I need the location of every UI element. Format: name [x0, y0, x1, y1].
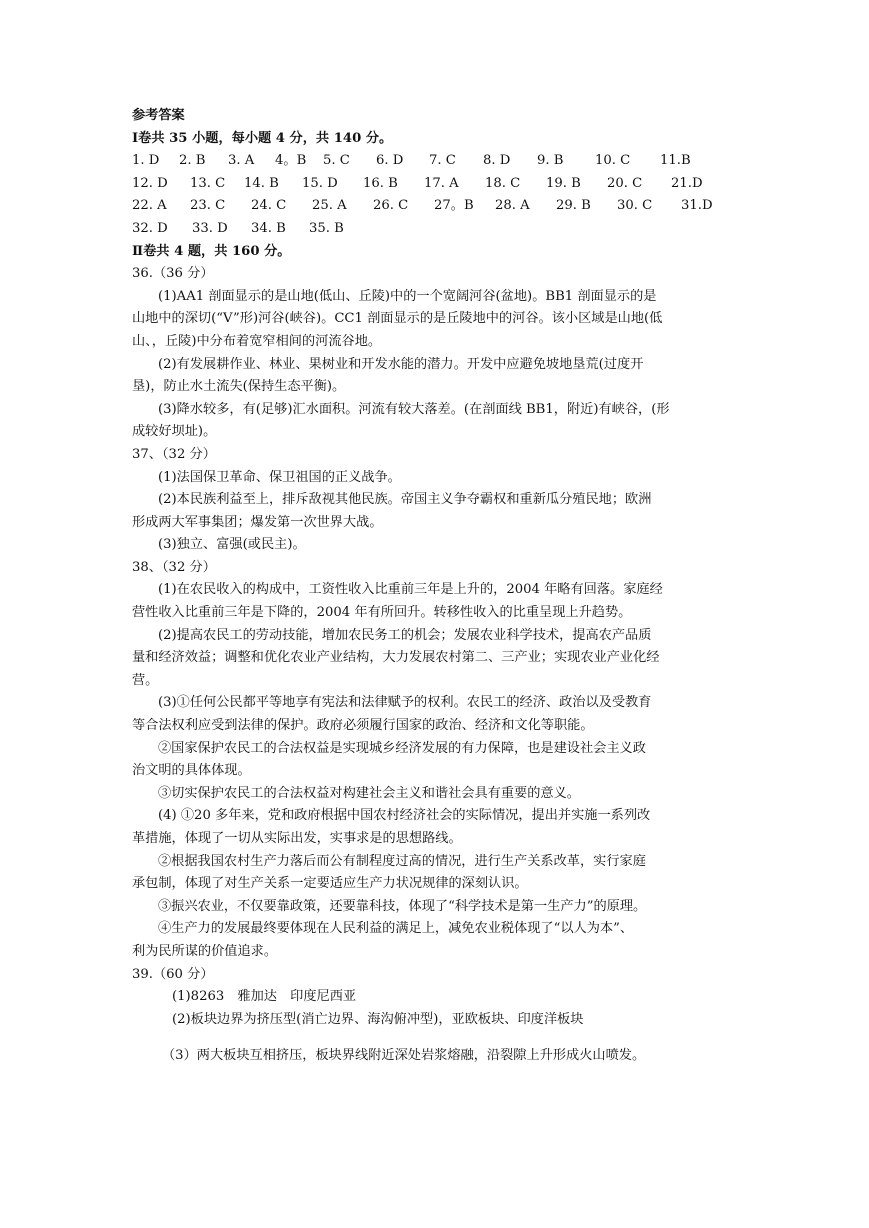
answer-cell: 8. D [483, 153, 511, 169]
question-37 [132, 444, 747, 557]
answer-line: 山地中的深切(“V”形)河谷(峡谷)。CC1 剖面显示的是丘陵地中的河谷。该小区域是山地(低 [132, 311, 663, 327]
answer-line: 营。 [132, 672, 159, 688]
answer-cell: 4。B [275, 153, 307, 169]
answer-cell: 35. B [309, 220, 344, 236]
answer-cell: 24. C [251, 198, 287, 214]
answer-cell: 32. D [132, 220, 168, 236]
answer-cell: 27。B [434, 198, 474, 214]
answer-line: 成较好坝址)。 [132, 424, 217, 440]
answer-line: 量和经济效益；调整和优化农业产业结构，大力发展农村第二、三产业；实现农业产业化经 [132, 650, 660, 666]
answer-row [132, 150, 747, 173]
answer-cell: 22. A [132, 198, 167, 214]
answer-cell: 11.B [660, 153, 691, 169]
question-heading: 38、（32 分） [132, 559, 216, 575]
question-heading: 39.（60 分） [132, 966, 214, 982]
answer-line: 革措施，体现了一切从实际出发，实事求是的思想路线。 [132, 831, 462, 846]
answer-line: (2)板块边界为挤压型(消亡边界、海沟俯冲型)，亚欧板块、印度洋板块 [172, 1011, 584, 1027]
answer-row [132, 195, 747, 218]
answer-cell: 12. D [132, 175, 168, 191]
answer-line: (1)法国保卫革命、保卫祖国的正义战争。 [158, 469, 401, 485]
answer-line: (2)本民族利益至上，排斥敌视其他民族。帝国主义争夺霸权和重新瓜分殖民地；欧洲 [158, 492, 652, 508]
answer-cell: 16. B [363, 175, 398, 191]
answer-line: 形成两大军事集团；爆发第一次世界大战。 [132, 514, 383, 530]
answer-line: 承包制，体现了对生产关系一定要适应生产力状况规律的深刻认识。 [132, 876, 528, 892]
answer-line: 山、，丘陵)中分布着宽窄相间的河流谷地。 [132, 333, 382, 349]
answer-cell: 21.D [671, 175, 703, 191]
answer-cell: 26. C [373, 198, 409, 214]
answer-cell: 5. C [323, 153, 350, 169]
answer-cell: 17. A [424, 175, 459, 191]
answer-cell: 29. B [556, 198, 591, 214]
part1-header: Ⅰ卷共 35 小题，每小题 4 分，共 140 分。 [132, 130, 393, 146]
answer-cell: 6. D [376, 153, 404, 169]
answer-cell: 30. C [617, 198, 653, 214]
answer-line: 垦)，防止水土流失(保持生态平衡)。 [132, 379, 346, 395]
answer-line: (4) ①20 多年来，党和政府根据中国农村经济社会的实际情况，提出并实施一系列改 [158, 808, 651, 824]
answer-cell: 28. A [495, 198, 530, 214]
answer-line: (1)AA1 剖面显示的是山地(低山、丘陵)中的一个宽阔河谷(盆地)。BB1 剖面显示的是 [158, 288, 657, 304]
answer-cell: 25. A [312, 198, 347, 214]
page-title: 参考答案 [132, 108, 185, 123]
answer-cell: 23. C [190, 198, 226, 214]
answer-cell: 3. A [228, 153, 255, 169]
answer-line: 等合法权利应受到法律的保护。政府必须履行国家的政治、经济和文化等职能。 [132, 718, 594, 734]
answer-line: (2)提高农民工的劳动技能，增加农民务工的机会；发展农业科学技术，提高农产品质 [158, 627, 652, 643]
question-heading: 37、（32 分） [132, 446, 216, 462]
answer-cell: 31.D [681, 198, 713, 214]
part2-header: Ⅱ卷共 4 题，共 160 分。 [132, 243, 291, 259]
answer-cell: 9. B [537, 153, 564, 169]
answer-cell: 10. C [595, 153, 631, 169]
answer-key-page [132, 105, 747, 1068]
answer-cell: 2. B [179, 153, 206, 169]
answer-cell: 20. C [607, 175, 643, 191]
answer-cell: 1. D [132, 153, 160, 169]
answer-line: ③切实保护农民工的合法权益对构建社会主义和谐社会具有重要的意义。 [158, 785, 580, 801]
answer-line: (3)独立、富强(或民主)。 [158, 537, 306, 553]
question-39 [132, 964, 747, 1068]
answer-line: （3）两大板块互相挤压，板块界线附近深处岩浆熔融，沿裂隙上升形成火山喷发。 [162, 1048, 646, 1064]
answer-cell: 14. B [244, 175, 279, 191]
answer-line: ③振兴农业，不仅要靠政策，还要靠科技，体现了“科学技术是第一生产力”的原理。 [158, 898, 647, 914]
answer-cell: 7. C [429, 153, 456, 169]
question-heading: 36.（36 分） [132, 266, 214, 282]
answer-line: (1)在农民收入的构成中，工资性收入比重前三年是上升的，2004 年略有回落。家庭经 [158, 582, 663, 598]
answer-line: ②根据我国农村生产力落后而公有制程度过高的情况，进行生产关系改革，实行家庭 [158, 853, 646, 869]
answer-line: ②国家保护农民工的合法权益是实现城乡经济发展的有力保障，也是建设社会主义政 [158, 740, 646, 756]
question-38 [132, 557, 747, 964]
answer-row [132, 218, 747, 241]
answer-cell: 15. D [302, 175, 338, 191]
answer-line: (1)8263 雅加达 印度尼西亚 [172, 989, 357, 1005]
question-36 [132, 263, 747, 444]
answer-line: (3)①任何公民都平等地享有宪法和法律赋予的权利。农民工的经济、政治以及受教育 [158, 695, 652, 711]
answer-row [132, 173, 747, 196]
answer-cell: 19. B [546, 175, 581, 191]
answer-cell: 18. C [485, 175, 521, 191]
answer-cell: 33. D [192, 220, 228, 236]
answer-line: 利为民所谋的价值追求。 [132, 943, 278, 959]
answer-line: 治文明的具体体现。 [132, 763, 251, 779]
answer-grid [132, 150, 747, 240]
answer-line: ④生产力的发展最终要体现在人民利益的满足上，减免农业税体现了“以人为本”、 [158, 921, 634, 937]
answer-line: (2)有发展耕作业、林业、果树业和开发水能的潜力。开发中应避免坡地垦荒(过度开 [158, 356, 644, 372]
answer-cell: 34. B [251, 220, 286, 236]
answer-line: (3)降水较多，有(足够)汇水面积。河流有较大落差。(在剖面线 BB1，附近)有峡谷，(形 [158, 401, 670, 417]
answer-cell: 13. C [190, 175, 226, 191]
answer-line: 营性收入比重前三年是下降的，2004 年有所回升。转移性收入的比重呈现上升趋势。 [132, 605, 632, 621]
